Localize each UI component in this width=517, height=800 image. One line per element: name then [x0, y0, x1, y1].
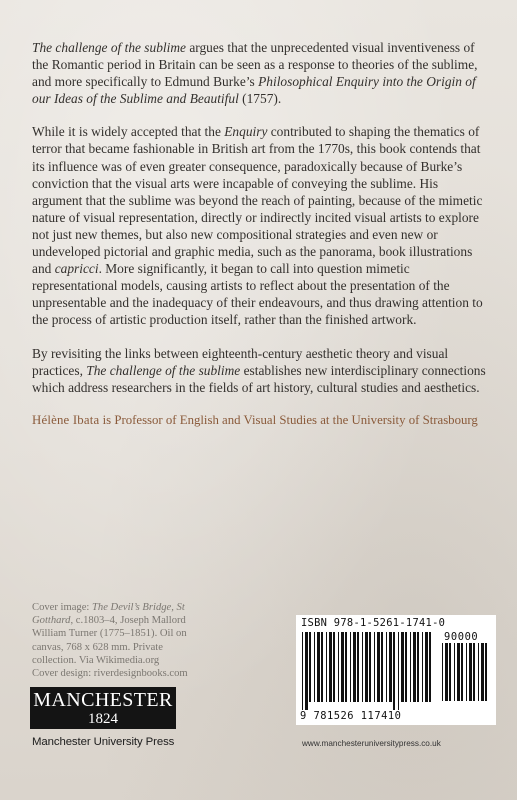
barcode-bar: [454, 643, 455, 701]
ean-number: 9 781526 117410: [300, 710, 402, 722]
blurb-paragraph-3: By revisiting the links between eighteenth-century aesthetic theory and visual practices, The challenge of the sublime establishes new interdisciplinary connections which address researchers in the fields of art history, cultural studies and aesthetics.: [32, 345, 486, 395]
logo-year: 1824: [88, 711, 118, 727]
logo-name: MANCHESTER: [33, 689, 173, 711]
price-addon-label: 90000: [444, 631, 479, 643]
barcode-bar: [326, 632, 327, 702]
barcode-bar: [309, 632, 311, 702]
barcode-bar: [329, 632, 332, 702]
barcode-bar: [457, 643, 460, 701]
isbn-barcode: [296, 615, 496, 725]
blurb: [32, 39, 490, 444]
author-name: Hélène Ibata: [32, 412, 100, 427]
barcode-bar: [445, 643, 448, 701]
barcode-bar: [374, 632, 375, 702]
barcode-bar: [350, 632, 351, 702]
enquiry-short-title: Enquiry: [224, 124, 268, 140]
barcode-bar: [381, 632, 383, 702]
author-bio: Hélène Ibata is Professor of English and Visual Studies at the University of Strasbourg: [32, 412, 478, 427]
barcode-bar: [345, 632, 347, 702]
barcode-bar: [389, 632, 392, 702]
addon-barcode-bars: [442, 643, 490, 721]
barcode-bar: [314, 632, 315, 702]
barcode-bar: [410, 632, 411, 702]
book-title: The challenge of the sublime: [32, 40, 186, 55]
barcode-bar: [422, 632, 423, 702]
barcode-bar: [425, 632, 428, 702]
cover-design-credit: Cover design: riverdesignbooks.com: [32, 668, 188, 679]
book-title: The challenge of the sublime: [86, 362, 241, 378]
barcode-bar: [357, 632, 359, 702]
barcode-bar: [317, 632, 320, 702]
barcode-bar: [321, 632, 323, 702]
barcode-bar: [473, 643, 475, 701]
publisher-logo: [30, 687, 176, 729]
barcode-bar: [413, 632, 416, 702]
barcode-bar: [333, 632, 335, 702]
barcode-bar: [429, 632, 431, 702]
barcode-bar: [449, 643, 451, 701]
isbn-label: ISBN 978-1-5261-1741-0: [301, 617, 446, 629]
barcode-bar: [341, 632, 344, 702]
barcode-bar: [466, 643, 467, 701]
publisher-name: Manchester University Press: [32, 736, 175, 748]
cover-image-credit: Cover image: The Devil’s Bridge, St Gotthard, c.1803–4, Joseph Mallord William Turner (1775–1851). Oil on canvas, 768 x 628 mm. Private collection. Via Wikimedia.org: [32, 602, 187, 666]
barcode-bar: [461, 643, 463, 701]
barcode-bar: [302, 632, 303, 710]
barcode-bar: [442, 643, 443, 701]
publisher-url: www.manchesteruniversitypress.co.uk: [302, 739, 441, 748]
blurb-paragraph-2: While it is widely accepted that the Enquiry contributed to shaping the thematics of terror that became fashionable in British art from the 1770s, this book contends that its influence was of even greater consequence, paradoxically because of Burke’s conviction that the visual arts were incapable of conveying the sublime. His argument that the sublime was beyond the reach of painting, because of the mimetic nature of visual representation, directly or indirectly incited visual artists to explore not just new themes, but also new compositional strategies and even new or undeveloped pictorial and graphic media, such as the panorama, book illustrations and capricci. More significantly, it began to call into question mimetic representational models, causing artists to reflect about the presentation of the unpresentable and the inadequacy of their endeavours, and thus drawing attention to the process of artistic production itself, rather than the finished artwork.: [32, 124, 483, 328]
barcode-bar: [398, 632, 399, 710]
artwork-title: The Devil’s Bridge, St Gotthard: [32, 602, 185, 627]
barcode-bar: [386, 632, 387, 702]
barcode-bar: [485, 643, 487, 701]
barcode-bar: [478, 643, 479, 701]
barcode-bar: [417, 632, 419, 702]
enquiry-title: Philosophical Enquiry into the Origin of our Ideas of the Sublime and Beautiful: [32, 74, 476, 107]
barcode-bar: [353, 632, 356, 702]
barcode-bar: [393, 632, 395, 710]
barcode-bar: [401, 632, 404, 702]
barcode-bar: [338, 632, 339, 702]
blurb-paragraph-1: The challenge of the sublime argues that the unprecedented visual inventiveness of the Romantic period in Britain can be seen as a response to theories of the sublime, and more specifically to Edmund Burke’s Philosophical Enquiry into the Origin of our Ideas of the Sublime and Beautiful (1757).: [32, 40, 478, 107]
barcode-bar: [405, 632, 407, 702]
capricci-term: capricci: [54, 261, 99, 277]
barcode-bar: [369, 632, 371, 702]
barcode-bar: [481, 643, 484, 701]
barcode-bar: [305, 632, 308, 710]
barcode-bar: [377, 632, 380, 702]
ean-barcode-bars: [302, 632, 436, 710]
barcode-bar: [365, 632, 368, 702]
barcode-bar: [469, 643, 472, 701]
barcode-bar: [362, 632, 363, 702]
